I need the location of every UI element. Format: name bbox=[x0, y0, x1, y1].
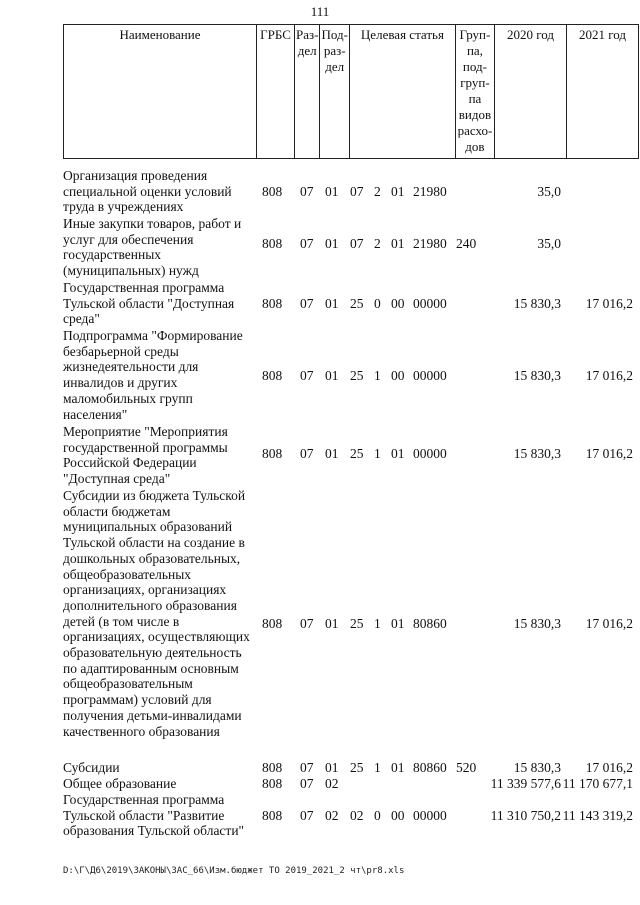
cell-2021: 17 016,2 bbox=[585, 368, 633, 383]
cell-grbs: 808 bbox=[262, 808, 283, 823]
table-row bbox=[63, 216, 633, 280]
header-razdel: Раз- дел bbox=[295, 25, 320, 159]
page-number: 111 bbox=[310, 4, 330, 19]
cell-2020: 11 310 750,2 bbox=[490, 808, 561, 823]
table-row bbox=[63, 760, 633, 776]
table-row bbox=[63, 776, 633, 792]
cell-target-event: 01 bbox=[391, 446, 405, 461]
cell-grbs: 808 bbox=[262, 776, 283, 791]
cell-target-subprogram: 0 bbox=[374, 296, 381, 311]
cell-podrazdel: 01 bbox=[325, 296, 339, 311]
cell-2020: 35,0 bbox=[537, 236, 561, 251]
cell-target-event: 01 bbox=[391, 184, 405, 199]
cell-2020: 15 830,3 bbox=[513, 760, 561, 775]
cell-target-direction: 00000 bbox=[413, 368, 447, 383]
cell-target-subprogram: 0 bbox=[374, 808, 381, 823]
table-row bbox=[63, 792, 633, 840]
cell-razdel: 07 bbox=[300, 446, 314, 461]
row-name: Субсидии bbox=[63, 760, 120, 775]
cell-podrazdel: 01 bbox=[325, 760, 339, 775]
header-2021: 2021 год bbox=[566, 25, 638, 159]
cell-target-subprogram: 2 bbox=[374, 184, 381, 199]
cell-2021: 17 016,2 bbox=[585, 296, 633, 311]
cell-razdel: 07 bbox=[300, 368, 314, 383]
cell-target-subprogram: 1 bbox=[374, 446, 381, 461]
cell-razdel: 07 bbox=[300, 616, 314, 631]
cell-grbs: 808 bbox=[262, 616, 283, 631]
row-name: Подпрограмма "Формирование безбарьерной среды жизнедеятельности для инвалидов и других маломобильных групп населения" bbox=[63, 328, 243, 422]
cell-target-program: 25 bbox=[350, 616, 364, 631]
row-name: Государственная программа Тульской области "Доступная среда" bbox=[63, 280, 235, 327]
cell-target-program: 07 bbox=[350, 236, 364, 251]
cell-razdel: 07 bbox=[300, 776, 314, 791]
cell-2021: 17 016,2 bbox=[585, 760, 633, 775]
cell-target-direction: 21980 bbox=[413, 236, 447, 251]
cell-razdel: 07 bbox=[300, 808, 314, 823]
header-podrazdel: Под- раз- дел bbox=[320, 25, 349, 159]
cell-2020: 15 830,3 bbox=[513, 616, 561, 631]
cell-target-subprogram: 1 bbox=[374, 368, 381, 383]
table-row bbox=[63, 424, 633, 488]
cell-2021: 11 143 319,2 bbox=[562, 808, 633, 823]
cell-target-event: 01 bbox=[391, 616, 405, 631]
cell-razdel: 07 bbox=[300, 236, 314, 251]
cell-target-direction: 00000 bbox=[413, 296, 447, 311]
cell-grbs: 808 bbox=[262, 760, 283, 775]
cell-grbs: 808 bbox=[262, 446, 283, 461]
cell-target-program: 25 bbox=[350, 760, 364, 775]
cell-podrazdel: 01 bbox=[325, 446, 339, 461]
cell-grbs: 808 bbox=[262, 296, 283, 311]
cell-2020: 15 830,3 bbox=[513, 368, 561, 383]
cell-grbs: 808 bbox=[262, 236, 283, 251]
cell-target-direction: 00000 bbox=[413, 446, 447, 461]
cell-target-event: 01 bbox=[391, 236, 405, 251]
table-row bbox=[63, 168, 633, 216]
cell-podrazdel: 01 bbox=[325, 236, 339, 251]
row-name: Организация проведения специальной оценки условий труда в учреждениях bbox=[63, 168, 232, 215]
cell-target-program: 07 bbox=[350, 184, 364, 199]
cell-2020: 35,0 bbox=[537, 184, 561, 199]
cell-target-direction: 00000 bbox=[413, 808, 447, 823]
header-vid: Груп- па, под- груп- па видов расхо- дов bbox=[455, 25, 494, 159]
cell-2021: 11 170 677,1 bbox=[562, 776, 633, 791]
cell-target-subprogram: 1 bbox=[374, 616, 381, 631]
cell-target-subprogram: 1 bbox=[374, 760, 381, 775]
cell-2020: 11 339 577,6 bbox=[490, 776, 561, 791]
cell-podrazdel: 01 bbox=[325, 368, 339, 383]
header-target: Целевая статья bbox=[349, 25, 455, 159]
cell-target-program: 25 bbox=[350, 296, 364, 311]
cell-vid: 240 bbox=[456, 236, 477, 251]
file-path-footer: D:\Г\Д6\2019\ЗАКОНЫ\ЗАС_66\Изм.бюджет ТО 2019_2021_2 чт\pr8.xls bbox=[63, 866, 405, 876]
cell-2020: 15 830,3 bbox=[513, 296, 561, 311]
cell-target-event: 00 bbox=[391, 296, 405, 311]
cell-target-subprogram: 2 bbox=[374, 236, 381, 251]
table-row bbox=[63, 328, 633, 424]
row-name: Иные закупки товаров, работ и услуг для обеспечения государственных (муниципальных) нужд bbox=[63, 216, 242, 279]
cell-razdel: 07 bbox=[300, 296, 314, 311]
cell-target-direction: 21980 bbox=[413, 184, 447, 199]
cell-target-direction: 80860 bbox=[413, 760, 447, 775]
cell-target-direction: 80860 bbox=[413, 616, 447, 631]
row-name: Государственная программа Тульской области "Развитие образования Тульской области" bbox=[63, 792, 245, 839]
header-name: Наименование bbox=[64, 25, 257, 159]
cell-podrazdel: 01 bbox=[325, 184, 339, 199]
header-2020: 2020 год bbox=[494, 25, 566, 159]
cell-target-program: 25 bbox=[350, 446, 364, 461]
table-header bbox=[63, 24, 639, 159]
row-name: Мероприятие "Мероприятия государственной программы Российской Федерации "Доступная среда" bbox=[63, 424, 228, 487]
cell-target-program: 25 bbox=[350, 368, 364, 383]
row-name: Общее образование bbox=[63, 776, 177, 791]
cell-podrazdel: 02 bbox=[325, 808, 339, 823]
table-row bbox=[63, 488, 633, 760]
cell-grbs: 808 bbox=[262, 184, 283, 199]
cell-2021: 17 016,2 bbox=[585, 616, 633, 631]
cell-vid: 520 bbox=[456, 760, 477, 775]
cell-grbs: 808 bbox=[262, 368, 283, 383]
header-grbs: ГРБС bbox=[257, 25, 295, 159]
cell-razdel: 07 bbox=[300, 184, 314, 199]
cell-target-event: 00 bbox=[391, 368, 405, 383]
cell-target-event: 00 bbox=[391, 808, 405, 823]
cell-target-event: 01 bbox=[391, 760, 405, 775]
cell-2021: 17 016,2 bbox=[585, 446, 633, 461]
table-body bbox=[63, 168, 633, 840]
cell-target-program: 02 bbox=[350, 808, 364, 823]
row-name: Субсидии из бюджета Тульской области бюджетам муниципальных образований Тульской области на создание в дошкольных образовательных, общеобразовательных организациях, организациях дополнительного образования детей (в том числе в организациях, осуществляющих образовательную деятельность по адаптированным основным общеобразовательным программам) условий для получения детьми-инвалидами качественного образования bbox=[63, 488, 250, 739]
cell-podrazdel: 01 bbox=[325, 616, 339, 631]
cell-razdel: 07 bbox=[300, 760, 314, 775]
table-row bbox=[63, 280, 633, 328]
cell-podrazdel: 02 bbox=[325, 776, 339, 791]
cell-2020: 15 830,3 bbox=[513, 446, 561, 461]
